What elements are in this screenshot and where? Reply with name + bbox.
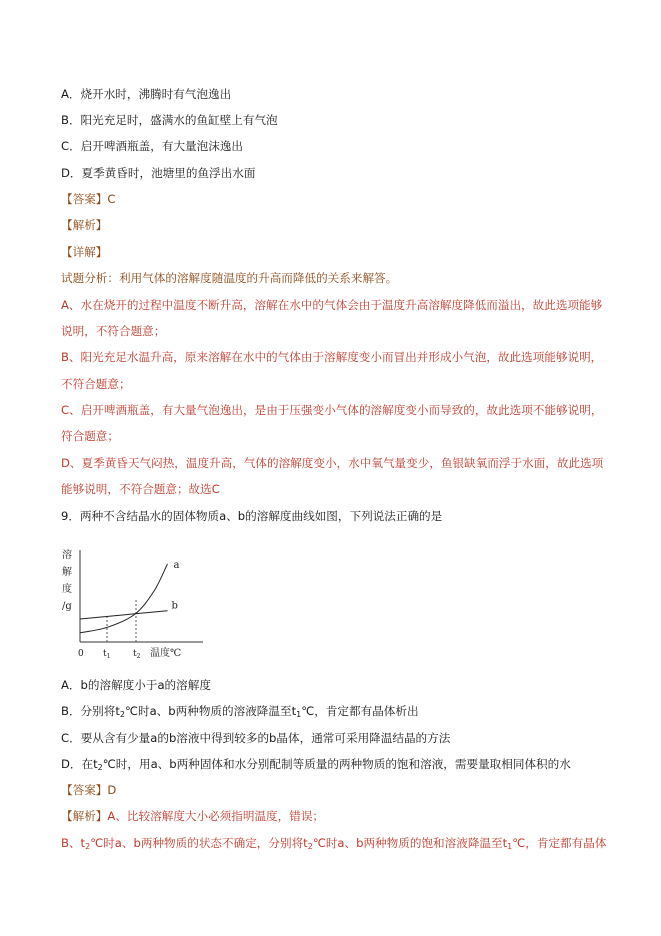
svg-text:t1: $t_1$ — [103, 649, 111, 660]
analysis-d-line1: D、夏季黄昏天气闷热，温度升高，气体的溶解度变小，水中氧气量变少，鱼银缺氧而浮于水面，故此选项 — [61, 456, 604, 470]
analysis-b-line2: 不符合题意； — [61, 377, 131, 391]
q9-analysis-b: B、$t_2℃$时a、b两种物质的状态不确定，分别将$t_2℃$时a、b两种物质的饱和溶液降温至$t_1℃$，肯定都有晶体 — [61, 836, 607, 851]
option-b: B．阳光充足时，盛满水的鱼缸壁上有气泡 — [61, 113, 278, 127]
detail-label: 【详解】 — [61, 245, 108, 259]
x-tick-t2 — [133, 649, 141, 660]
analysis-a-line2: 说明，不符合题意； — [61, 324, 166, 338]
analysis-c-line2: 符合题意； — [61, 429, 119, 443]
option-a: A．烧开水时，沸腾时有气泡逸出 — [61, 87, 232, 101]
q9-option-b: B．分别将$t_2℃$时a、b两种物质的溶液降温至$t_1℃$，肯定都有晶体析出 — [61, 704, 419, 719]
option-d: D．夏季黄昏时，池塘里的鱼浮出水面 — [61, 166, 256, 180]
analysis-c-line1: C、启开啤酒瓶盖，有大量气泡逸出，是由于压强变小气体的溶解度变小而导致的，故此选项不能够说明， — [61, 403, 603, 417]
q9-option-d: D．在$t_2℃$时，用a、b两种固体和水分别配制等质量的两种物质的饱和溶液，需要量取相同体积的水 — [61, 757, 571, 772]
q9-option-a: A．b的溶解度小于a的溶解度 — [61, 678, 211, 692]
solubility-chart — [58, 544, 208, 664]
curve-a — [80, 564, 168, 633]
curve-b — [80, 611, 168, 619]
x-tick-t1 — [103, 649, 110, 660]
analysis-d-line2: 能够说明，不符合题意；故选C — [61, 482, 220, 496]
ylabel-char-4: /g — [62, 601, 72, 612]
answer-label: 【答案】C — [61, 192, 116, 206]
q9-option-c: C．要从含有少量a的b溶液中得到较多的b晶体，通常可采用降温结晶的方法 — [61, 731, 451, 745]
question-9: 9．两种不含结晶水的固体物质a、b的溶解度曲线如图，下列说法正确的是 — [61, 509, 443, 523]
analysis-intro: 试题分析：利用气体的溶解度随温度的升高而降低的关系来解答。 — [61, 271, 398, 285]
ylabel-char-1: 溶 — [62, 550, 72, 561]
analysis-label: 【解析】 — [61, 218, 108, 232]
option-c: C．启开啤酒瓶盖，有大量泡沫逸出 — [61, 139, 244, 153]
ylabel-char-2: 解 — [62, 567, 72, 578]
q9-answer: 【答案】D — [61, 783, 117, 797]
curve-b-label: b — [171, 600, 178, 612]
x-axis-label: 温度℃ — [150, 648, 182, 659]
curve-a-label: a — [173, 559, 180, 571]
svg-text:t2: $t_2$ — [133, 649, 141, 660]
q9-analysis-a: 【解析】A、比较溶解度大小必须指明温度，错误； — [61, 809, 325, 823]
analysis-b-line1: B、阳光充足水温升高，原来溶解在水中的气体由于溶解度变小而冒出并形成小气泡，故此选项能够说明， — [61, 350, 603, 364]
analysis-a-line1: A、水在烧开的过程中温度不断升高，溶解在水中的气体会由于温度升高溶解度降低而溢出，故此选项能够 — [61, 298, 603, 312]
ylabel-char-3: 度 — [62, 584, 72, 595]
origin-label: 0 — [78, 649, 84, 659]
